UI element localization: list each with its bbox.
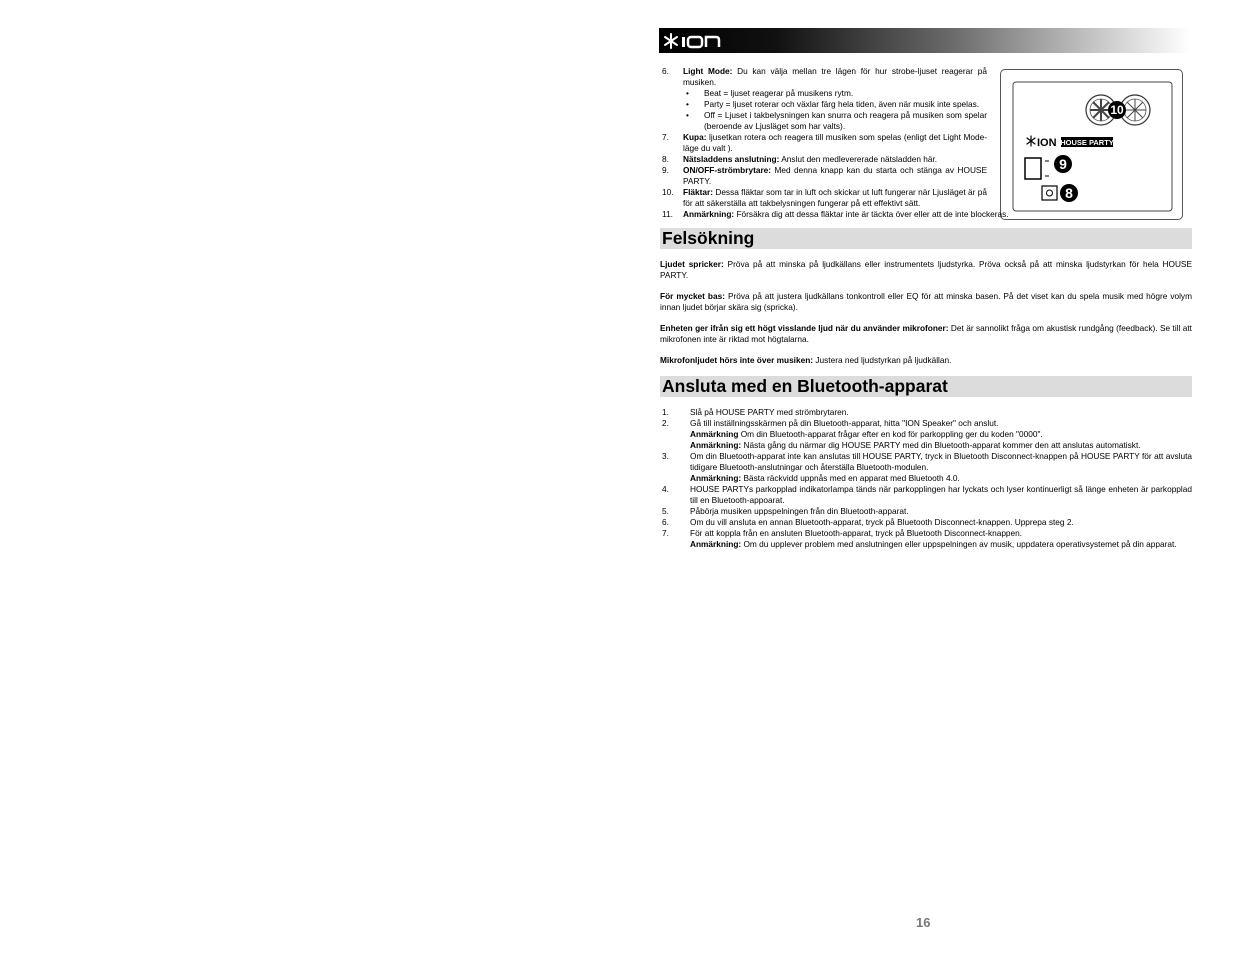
list-item: 5. Påbörja musiken uppspelningen från din Bluetooth-apparat.: [662, 506, 909, 516]
callout-10: 10: [1110, 103, 1124, 117]
troubleshooting-item: Ljudet spricker: Pröva på att minska på ljudkällans eller instrumentets ljudstyrka. Pröva också på att minska ljudstyrkan för hela HOUSE PARTY.: [660, 259, 1193, 280]
bluetooth-heading: Ansluta med en Bluetooth-apparat: [660, 376, 1192, 397]
step-note: Anmärkning: Om du upplever problem med anslutningen eller uppspelningen av musik, uppdatera operativsystemet på din apparat.: [690, 539, 1177, 549]
page-number: 16: [916, 915, 931, 930]
troubleshooting-item: För mycket bas: Pröva på att justera ljudkällans tonkontroll eller EQ för att minska basen. På det viset kan du spela musik med högre volym innan ljudet börjar skära sig (spricka).: [660, 291, 1192, 312]
list-item: 2. Gå till inställningsskärmen på din Bluetooth-apparat, hitta "ION Speaker" och anslut. Anmärkning Om din Bluetooth-apparat frågar efter en kod för parkoppling ger du koden "0000". Anmärkning: Nästa gång du närmar dig HOUSE PARTY med din Bluetooth-apparat kommer den att anslutas automatiskt.: [660, 418, 1192, 451]
list-item: 7. Kupa: ljusetkan rotera och reagera till musiken som spelas (enligt det Light Mode-läge du valt ).: [662, 132, 987, 153]
troubleshooting-item: Mikrofonljudet hörs inte över musiken: Justera ned ljudstyrkan på ljudkällan.: [660, 355, 952, 365]
header-bar: [659, 28, 1190, 53]
figure-product: HOUSE PARTY: [1060, 138, 1114, 147]
troubleshooting-heading: Felsökning: [660, 228, 1192, 249]
list-item: 6. Light Mode: Du kan välja mellan tre lägen för hur strobe-ljuset reagerar på musiken. • Beat = ljuset reagerar på musikens rytm. • Party = ljuset roterar och växlar färg hela tiden, även när musik inte spelas. • Off = Ljuset i takbelysningen kan snurra och reagera på musiken som spelar (beroende av Ljusläget som har valts).: [660, 66, 987, 132]
list-item: 3. Om din Bluetooth-apparat inte kan anslutas till HOUSE PARTY, tryck in Bluetooth Disconnect-knappen på HOUSE PARTY för att avsluta tidigare Bluetooth-anslutningar och återställa Bluetooth-modulen. Anmärkning: Bästa räckvidd uppnås med en apparat med Bluetooth 4.0.: [662, 451, 1192, 483]
callout-9: 9: [1059, 156, 1067, 172]
list-item: 1. Slå på HOUSE PARTY med strömbrytaren.: [662, 407, 849, 417]
page-content: [660, 66, 1192, 550]
list-item: 9. ON/OFF-strömbrytare: Med denna knapp kan du starta och stänga av HOUSE PARTY.: [662, 165, 987, 186]
step-note: Anmärkning: Nästa gång du närmar dig HOUSE PARTY med din Bluetooth-apparat kommer den att anslutas automatiskt.: [690, 440, 1141, 450]
troubleshooting-item: Enheten ger ifrån sig ett högt visslande ljud när du använder mikrofoner: Det är sannolikt fråga om akustisk rundgång (feedback). Se till att mikrofonen inte är riktad mot högtalarna.: [660, 323, 1192, 344]
ion-logo-icon: [663, 32, 733, 50]
list-item: • Beat = ljuset reagerar på musikens rytm.: [683, 88, 987, 99]
list-item: 8. Nätsladdens anslutning: Anslut den medlevererade nätsladden här.: [662, 154, 938, 164]
list-item: • Off = Ljuset i takbelysningen kan snurra och reagera på musiken som spelar (beroende av Ljusläget som har valts).: [683, 110, 987, 132]
troubleshooting-section: [660, 259, 1192, 366]
list-item: 7. För att koppla från en ansluten Bluetooth-apparat, tryck på Bluetooth Disconnect-knappen. Anmärkning: Om du upplever problem med anslutningen eller uppspelningen av musik, uppdatera operativsystemet på din apparat.: [660, 528, 1192, 550]
list-item: 4. HOUSE PARTYs parkopplad indikatorlampa tänds när parkopplingen har lyckats och lyser kontinuerligt så länge enheten är parkopplad till en Bluetooth-appoarat.: [662, 484, 1192, 505]
callout-8: 8: [1065, 185, 1073, 201]
list-item: 11. Anmärkning: Försäkra dig att dessa fläktar inte är täckta över eller att de inte blockeras.: [662, 209, 1009, 219]
light-mode-bullets: [683, 88, 987, 132]
figure-brand: ION: [1037, 137, 1057, 149]
list-item: • Party = ljuset roterar och växlar färg hela tiden, även när musik inte spelas.: [683, 99, 987, 110]
list-item: 6. Om du vill ansluta en annan Bluetooth-apparat, tryck på Bluetooth Disconnect-knappen. Upprepa steg 2.: [662, 517, 1074, 527]
step-note: Anmärkning Om din Bluetooth-apparat frågar efter en kod för parkoppling ger du koden "0000".: [690, 429, 1043, 439]
feature-list: [660, 66, 1192, 220]
bluetooth-steps: [660, 407, 1192, 550]
list-item: 10. Fläktar: Dessa fläktar som tar in luft och skickar ut luft fungerar när Ljusläget är på för att säkerställa att takbelysningen fungerar på ett effektivt sätt.: [662, 187, 987, 208]
step-note: Anmärkning: Bästa räckvidd uppnås med en apparat med Bluetooth 4.0.: [690, 473, 960, 483]
